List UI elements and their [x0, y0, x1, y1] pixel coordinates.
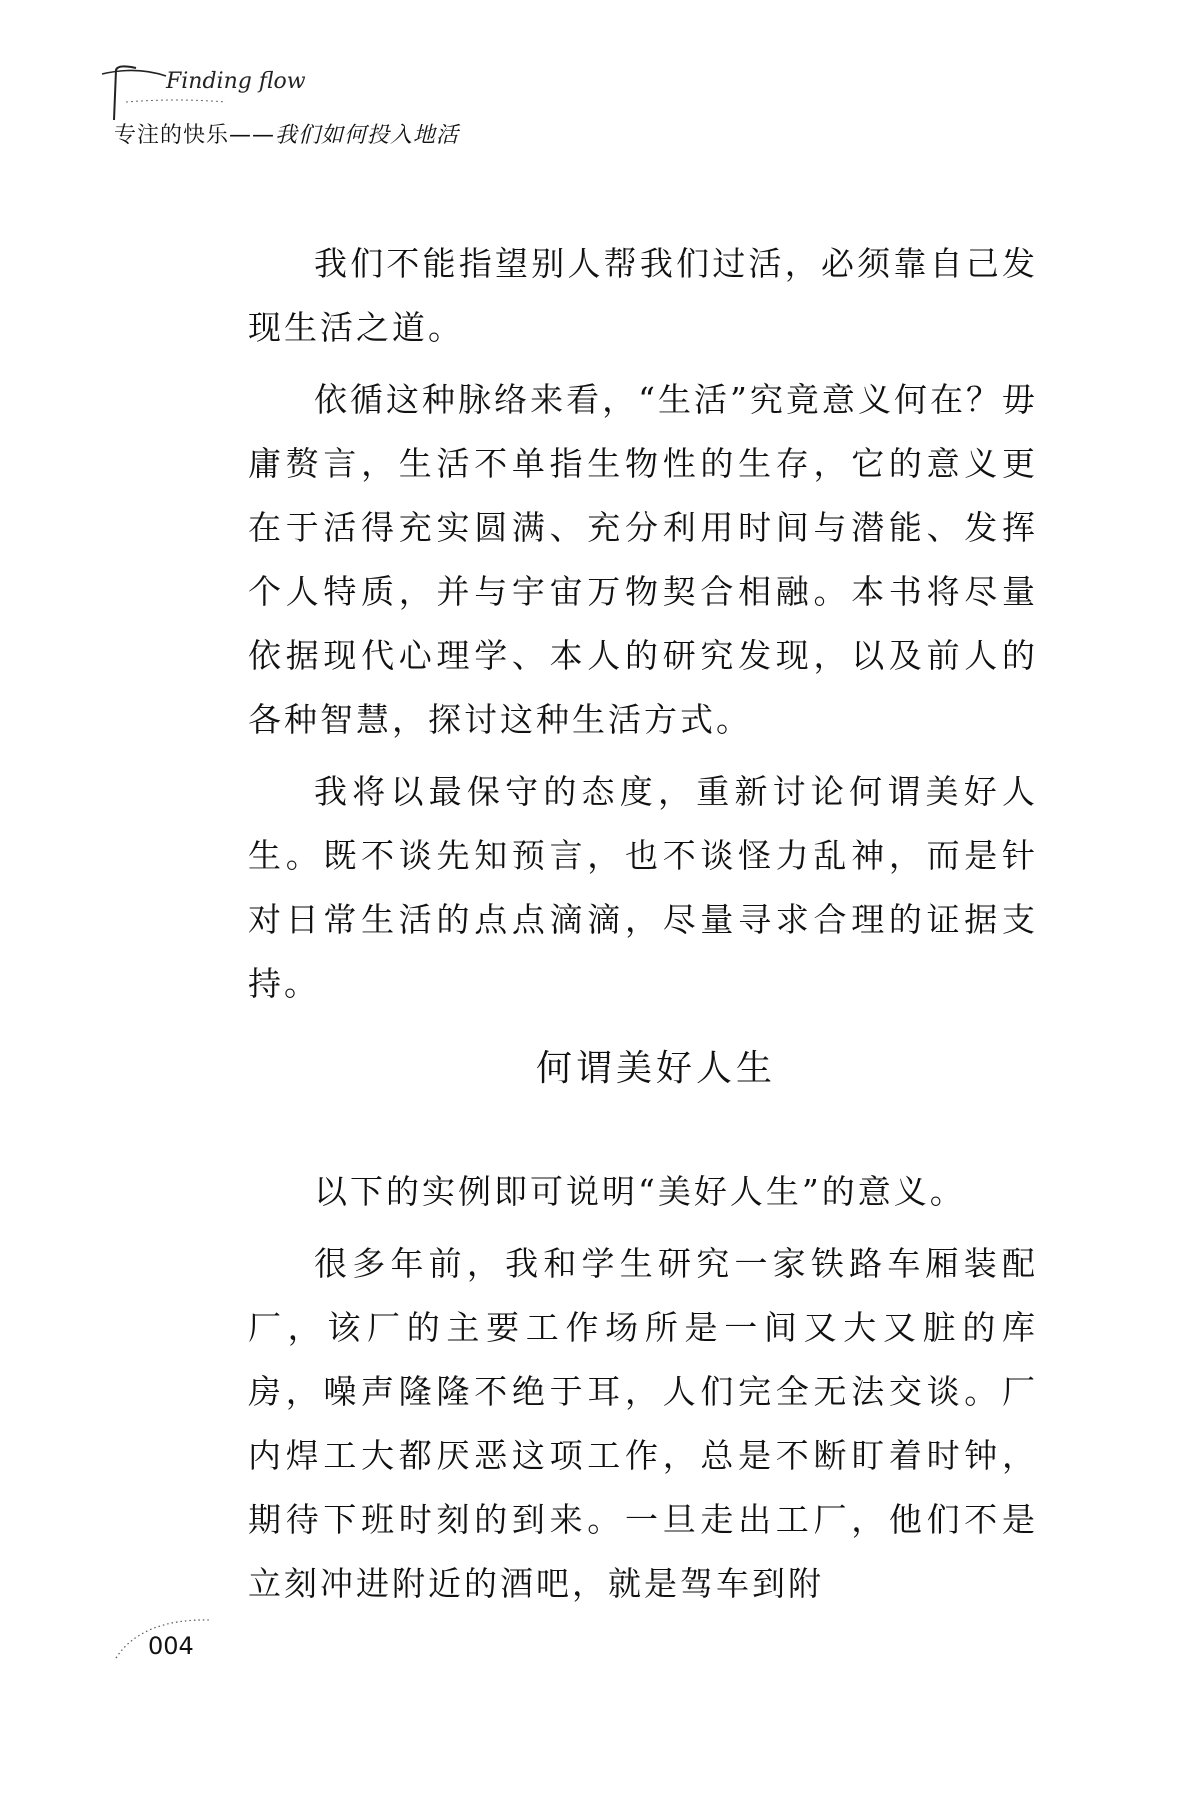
- book-logo: [96, 62, 396, 122]
- book-subtitle: 我们如何投入地活: [275, 123, 460, 148]
- paragraph: 很多年前，我和学生研究一家铁路车厢装配厂，该厂的主要工作场所是一间又大又脏的库房，噪声隆隆不绝于耳，人们完全无法交谈。厂内焊工大都厌恶这项工作，总是不断盯着时钟，期待下班时刻的到来。一旦走出工厂，他们不是立刻冲进附近的酒吧，就是驾车到附: [248, 1244, 1038, 1603]
- page-number: 004: [148, 1632, 194, 1660]
- header-title: [114, 118, 459, 149]
- text-block-example: [248, 1160, 1038, 1616]
- section-heading: 何谓美好人生: [535, 1048, 776, 1089]
- text-block-intro: [248, 232, 1038, 1016]
- paragraph: 我将以最保守的态度，重新讨论何谓美好人生。既不谈先知预言，也不谈怪力乱神，而是针对日常生活的点点滴滴，尽量寻求合理的证据支持。: [248, 772, 1038, 1003]
- title-dash: ——: [229, 123, 276, 148]
- paragraph: 依循这种脉络来看，“生活”究竟意义何在？毋庸赘言，生活不单指生物性的生存，它的意义更在于活得充实圆满、充分利用时间与潜能、发挥个人特质，并与宇宙万物契合相融。本书将尽量依据现代心理学、本人的研究发现，以及前人的各种智慧，探讨这种生活方式。: [248, 380, 1038, 739]
- svg-text:Finding flow: Finding flow: [166, 69, 306, 94]
- paragraph: 以下的实例即可说明“美好人生”的意义。: [314, 1172, 966, 1211]
- running-header: [96, 62, 616, 152]
- paragraph: 我们不能指望别人帮我们过活，必须靠自己发现生活之道。: [248, 244, 1038, 347]
- book-title: 专注的快乐: [114, 123, 230, 148]
